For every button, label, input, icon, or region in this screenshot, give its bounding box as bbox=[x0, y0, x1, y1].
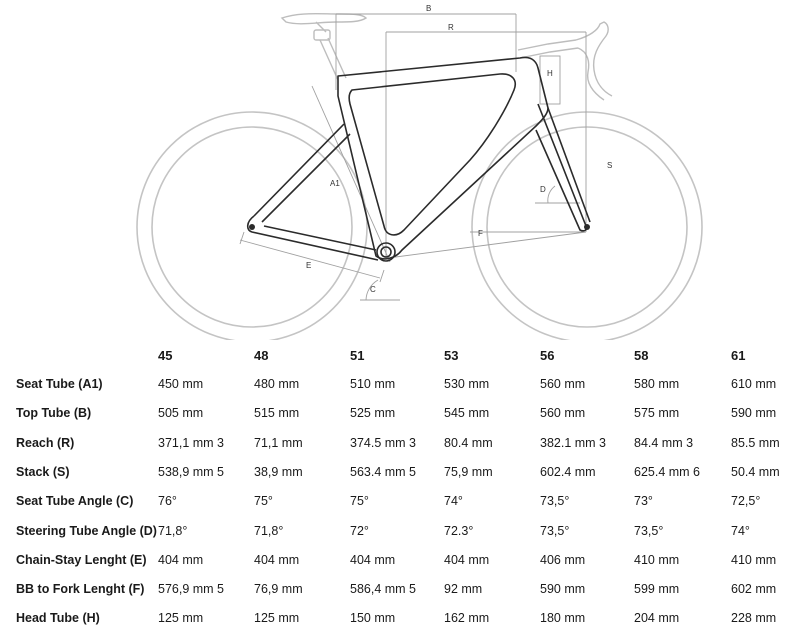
table-cell: 602.4 mm bbox=[540, 465, 596, 479]
row-label: Top Tube (B) bbox=[16, 406, 92, 420]
table-cell: 71,8° bbox=[254, 524, 284, 538]
size-header: 58 bbox=[634, 348, 649, 363]
dim-label-f: F bbox=[478, 229, 483, 238]
table-cell: 125 mm bbox=[254, 611, 300, 625]
table-cell: 410 mm bbox=[731, 553, 777, 567]
dim-label-c: C bbox=[370, 285, 376, 294]
table-cell: 50.4 mm bbox=[731, 465, 780, 479]
table-cell: 84.4 mm 3 bbox=[634, 436, 694, 450]
table-cell: 80.4 mm bbox=[444, 436, 493, 450]
table-cell: 74° bbox=[444, 494, 463, 508]
row-label: Reach (R) bbox=[16, 436, 75, 450]
table-cell: 73,5° bbox=[540, 494, 570, 508]
table-cell: 586,4 mm 5 bbox=[350, 582, 417, 596]
size-header: 61 bbox=[731, 348, 746, 363]
table-cell: 92 mm bbox=[444, 582, 483, 596]
table-cell: 610 mm bbox=[731, 377, 777, 391]
table-cell: 76° bbox=[158, 494, 177, 508]
table-cell: 404 mm bbox=[350, 553, 396, 567]
table-cell: 150 mm bbox=[350, 611, 396, 625]
dim-label-b: B bbox=[426, 4, 432, 13]
table-cell: 71,8° bbox=[158, 524, 188, 538]
table-cell: 76,9 mm bbox=[254, 582, 303, 596]
dimension-lines bbox=[240, 14, 586, 300]
table-cell: 38,9 mm bbox=[254, 465, 303, 479]
table-cell: 204 mm bbox=[634, 611, 680, 625]
row-label: Head Tube (H) bbox=[16, 611, 100, 625]
size-header: 56 bbox=[540, 348, 555, 363]
table-cell: 228 mm bbox=[731, 611, 777, 625]
dim-label-d: D bbox=[540, 185, 546, 194]
row-label: Stack (S) bbox=[16, 465, 70, 479]
table-cell: 75° bbox=[350, 494, 369, 508]
table-cell: 180 mm bbox=[540, 611, 586, 625]
table-cell: 563.4 mm 5 bbox=[350, 465, 417, 479]
table-cell: 374.5 mm 3 bbox=[350, 436, 417, 450]
table-cell: 71,1 mm bbox=[254, 436, 303, 450]
dim-label-s: S bbox=[607, 161, 613, 170]
table-cell: 505 mm bbox=[158, 406, 204, 420]
table-cell: 602 mm bbox=[731, 582, 777, 596]
table-cell: 75° bbox=[254, 494, 273, 508]
table-cell: 73° bbox=[634, 494, 653, 508]
table-cell: 73,5° bbox=[540, 524, 570, 538]
size-header: 53 bbox=[444, 348, 459, 363]
table-cell: 162 mm bbox=[444, 611, 490, 625]
table-cell: 75,9 mm bbox=[444, 465, 493, 479]
table-cell: 450 mm bbox=[158, 377, 204, 391]
table-cell: 74° bbox=[731, 524, 750, 538]
table-cell: 545 mm bbox=[444, 406, 490, 420]
table-cell: 590 mm bbox=[540, 582, 586, 596]
size-header: 45 bbox=[158, 348, 173, 363]
size-header: 48 bbox=[254, 348, 269, 363]
row-label: Seat Tube Angle (C) bbox=[16, 494, 134, 508]
table-cell: 404 mm bbox=[444, 553, 490, 567]
table-cell: 599 mm bbox=[634, 582, 680, 596]
table-cell: 72° bbox=[350, 524, 369, 538]
geometry-table bbox=[0, 340, 800, 633]
table-cell: 538,9 mm 5 bbox=[158, 465, 225, 479]
table-cell: 576,9 mm 5 bbox=[158, 582, 225, 596]
row-label: Chain-Stay Lenght (E) bbox=[16, 553, 147, 567]
rear-axle bbox=[249, 224, 255, 230]
table-cell: 530 mm bbox=[444, 377, 490, 391]
table-cell: 575 mm bbox=[634, 406, 680, 420]
table-cell: 404 mm bbox=[158, 553, 204, 567]
table-cell: 560 mm bbox=[540, 406, 586, 420]
table-cell: 560 mm bbox=[540, 377, 586, 391]
table-cell: 72,5° bbox=[731, 494, 761, 508]
table-cell: 72.3° bbox=[444, 524, 474, 538]
table-cell: 85.5 mm bbox=[731, 436, 780, 450]
front-axle bbox=[584, 224, 590, 230]
row-label: Seat Tube (A1) bbox=[16, 377, 103, 391]
bike-frame bbox=[248, 57, 590, 261]
row-label: BB to Fork Lenght (F) bbox=[16, 582, 145, 596]
table-cell: 73,5° bbox=[634, 524, 664, 538]
table-cell: 480 mm bbox=[254, 377, 300, 391]
table-cell: 404 mm bbox=[254, 553, 300, 567]
table-cell: 515 mm bbox=[254, 406, 300, 420]
table-cell: 382.1 mm 3 bbox=[540, 436, 607, 450]
row-label: Steering Tube Angle (D) bbox=[16, 524, 157, 538]
table-cell: 371,1 mm 3 bbox=[158, 436, 225, 450]
table-cell: 580 mm bbox=[634, 377, 680, 391]
table-cell: 590 mm bbox=[731, 406, 777, 420]
dim-label-a1: A1 bbox=[330, 179, 340, 188]
table-cell: 510 mm bbox=[350, 377, 396, 391]
size-header: 51 bbox=[350, 348, 365, 363]
dim-label-e: E bbox=[306, 261, 312, 270]
dim-label-h: H bbox=[547, 69, 553, 78]
saddle bbox=[282, 14, 366, 80]
table-cell: 125 mm bbox=[158, 611, 204, 625]
handlebar bbox=[518, 22, 612, 100]
table-cell: 525 mm bbox=[350, 406, 396, 420]
table-cell: 625.4 mm 6 bbox=[634, 465, 701, 479]
table-cell: 406 mm bbox=[540, 553, 586, 567]
dim-label-r: R bbox=[448, 23, 454, 32]
table-cell: 410 mm bbox=[634, 553, 680, 567]
